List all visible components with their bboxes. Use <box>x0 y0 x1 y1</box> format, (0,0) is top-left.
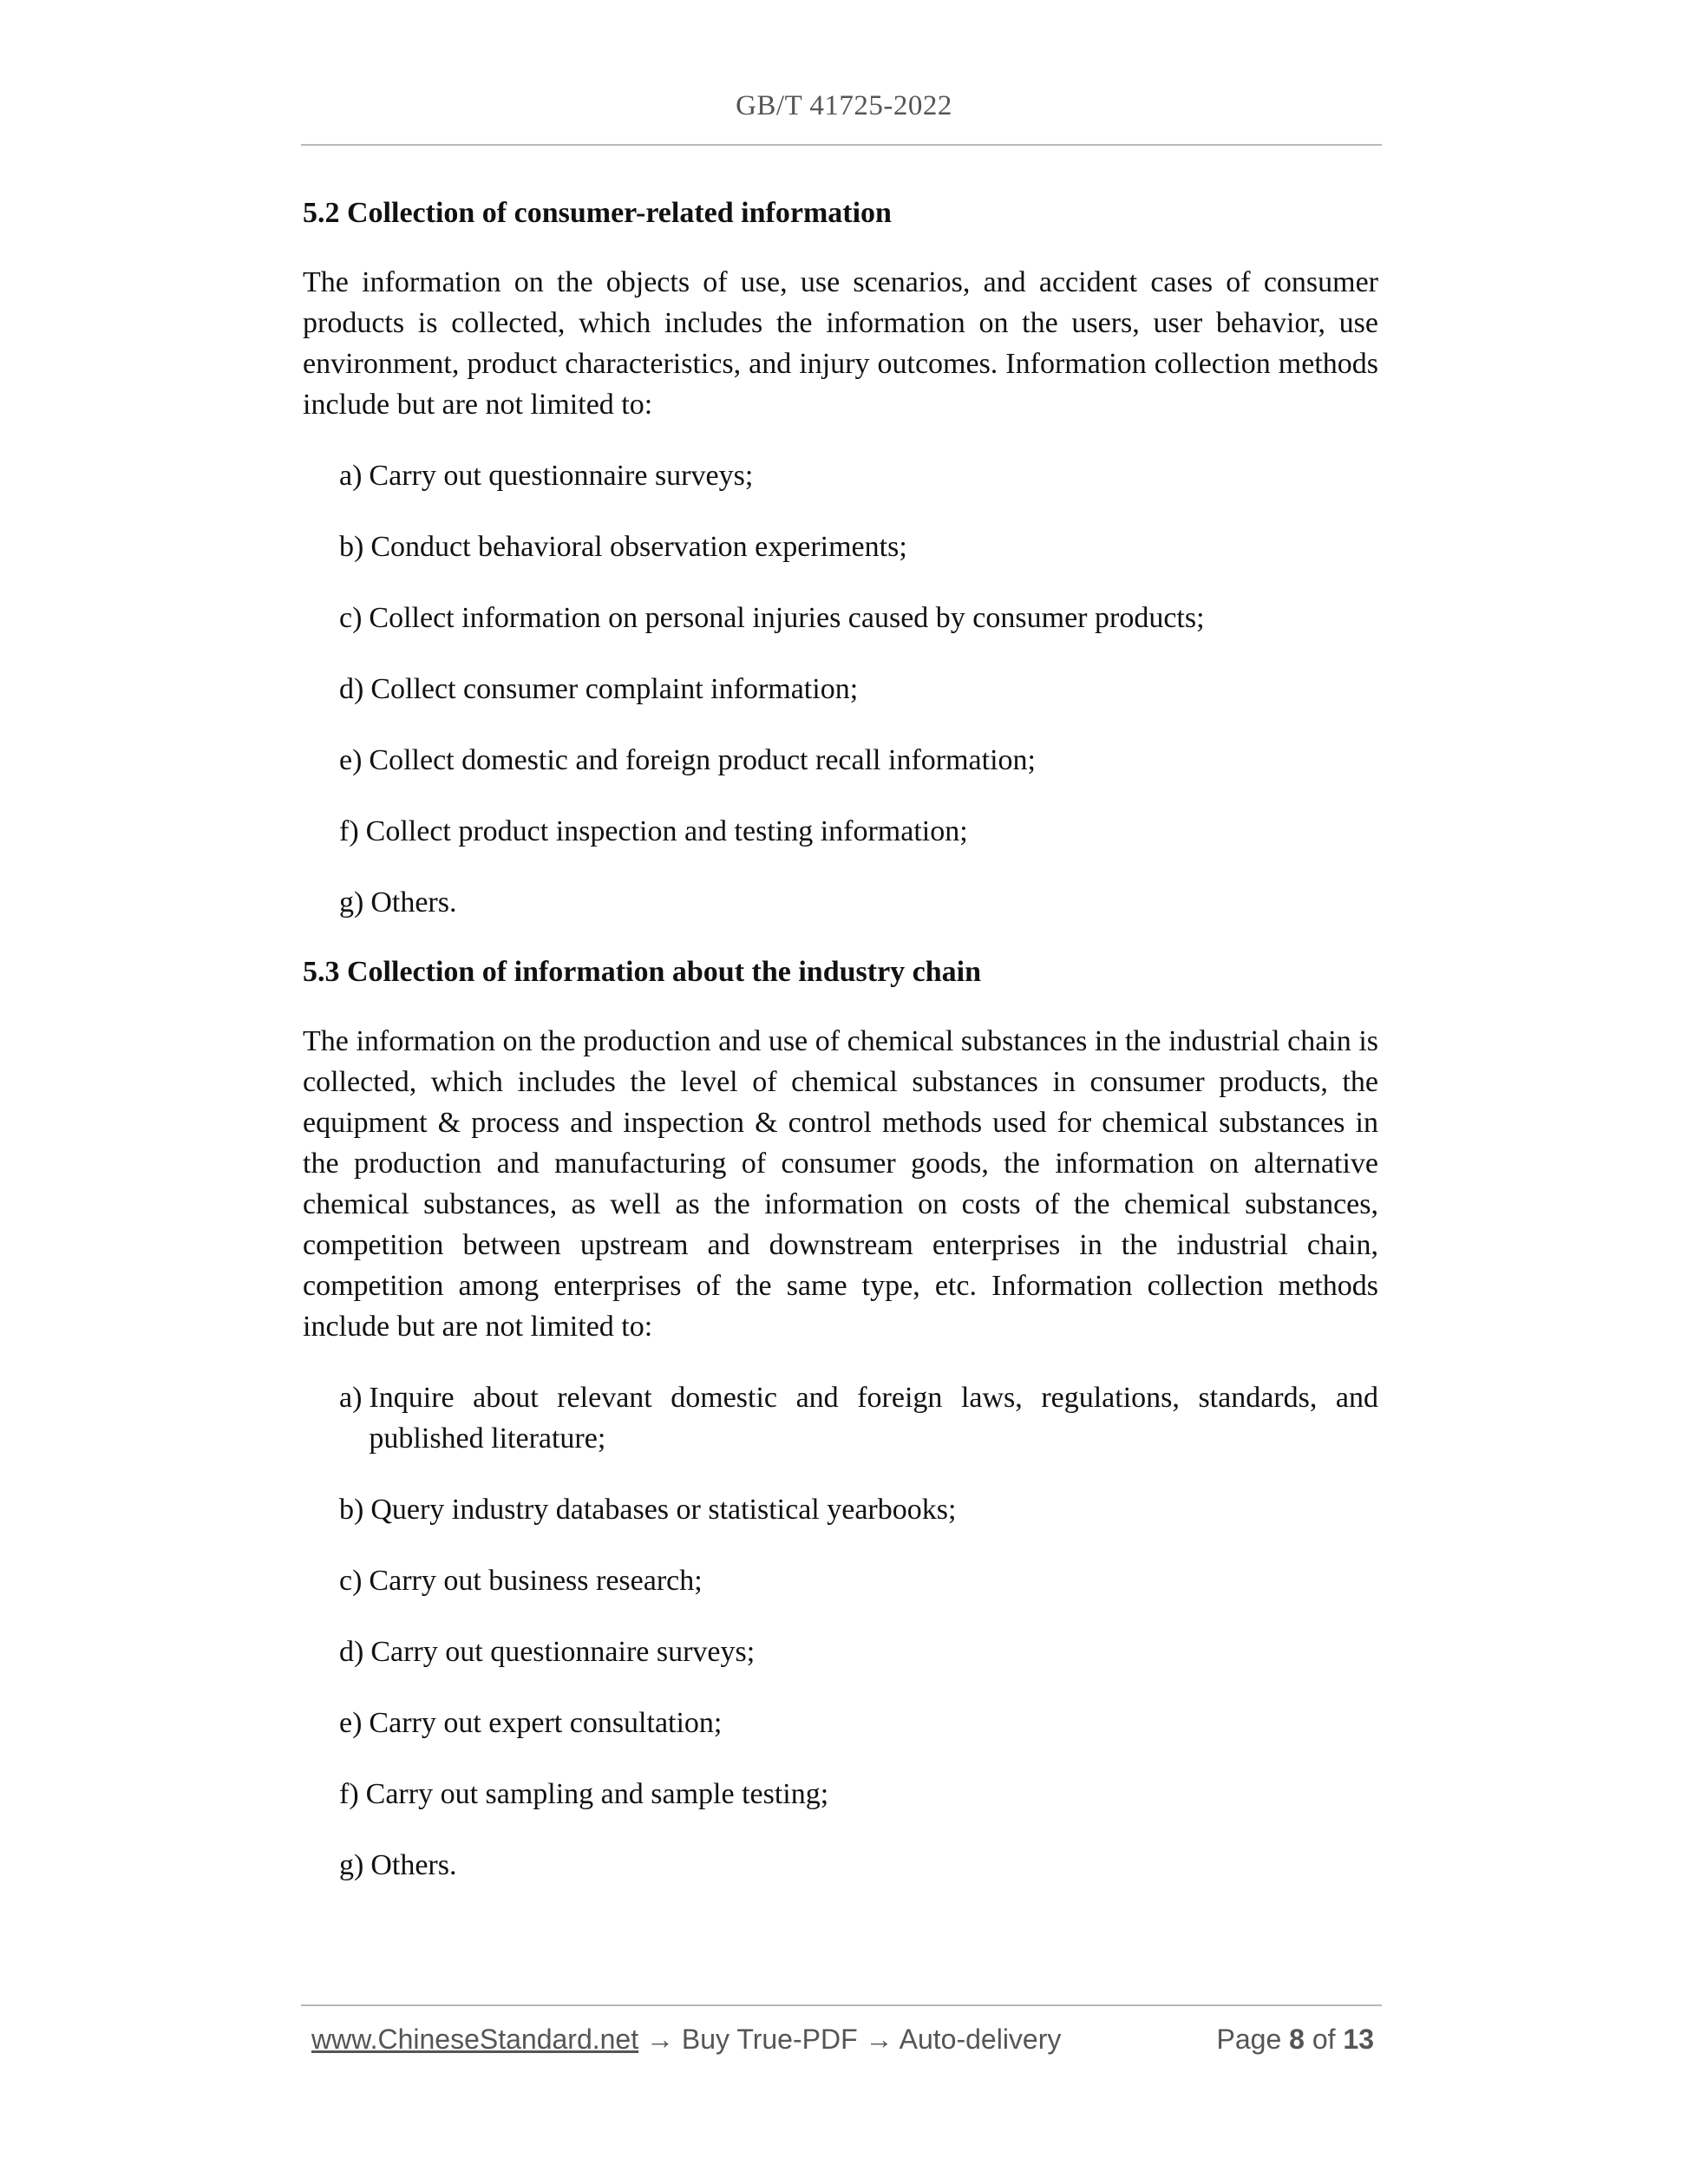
list-marker: f) <box>339 1778 359 1810</box>
list-item <box>339 1703 1378 1743</box>
buy-true-pdf-text: Buy True-PDF <box>681 2024 858 2055</box>
total-pages: 13 <box>1343 2024 1374 2055</box>
page-content <box>303 193 1378 1916</box>
page-number: 8 <box>1289 2024 1305 2055</box>
list-item <box>339 740 1378 781</box>
list-item <box>339 669 1378 709</box>
footer-divider <box>301 2004 1382 2006</box>
list-item <box>339 1489 1378 1530</box>
list-item <box>339 598 1378 638</box>
document-code-header: GB/T 41725-2022 <box>736 90 952 121</box>
arrow-right-icon: → <box>865 2024 893 2055</box>
list-marker: d) <box>339 673 364 705</box>
list-marker: d) <box>339 1636 364 1668</box>
chinesestandard-link[interactable]: www.ChineseStandard.net <box>311 2024 639 2055</box>
section-5-3-paragraph: The information on the production and use of chemical substances in the industrial chain is collected, which includes the level of chemical substances in consumer products, the equipment & process and inspection & control methods used for chemical substances in the production and manufacturing of consumer goods, the information on alternative chemical substances, as well as the information on costs of the chemical substances, competition between upstream and downstream enterprises in the industrial chain, competition among enterprises of the same type, etc. Information collection methods include but are not limited to: <box>303 1025 1378 1343</box>
page-indicator <box>1217 2020 1374 2058</box>
list-item <box>339 1560 1378 1601</box>
list-item <box>339 811 1378 852</box>
section-5-2-paragraph: The information on the objects of use, use scenarios, and accident cases of consumer products is collected, which includes the information on the users, user behavior, use environment, product characteristics, and injury outcomes. Information collection methods include but are not limited to: <box>303 266 1378 421</box>
list-marker: a) <box>339 460 363 492</box>
section-5-3-heading: 5.3 Collection of information about the industry chain <box>303 956 982 988</box>
list-marker: c) <box>339 602 363 634</box>
list-item-text: Conduct behavioral observation experiments; <box>370 531 907 563</box>
list-marker: e) <box>339 1707 363 1739</box>
footer-links <box>311 2020 1061 2058</box>
list-item-text: Carry out sampling and sample testing; <box>365 1778 829 1810</box>
list-item <box>339 455 1378 496</box>
auto-delivery-text: Auto-delivery <box>899 2024 1062 2055</box>
list-marker: b) <box>339 1494 364 1526</box>
list-item <box>339 882 1378 923</box>
section-5-2-list <box>303 455 1378 923</box>
list-item-text: Query industry databases or statistical yearbooks; <box>370 1494 957 1526</box>
section-5-3-list <box>303 1377 1378 1886</box>
list-item-text: Others. <box>370 886 457 919</box>
list-item-text: Carry out expert consultation; <box>369 1707 723 1739</box>
list-item-text: Collect consumer complaint information; <box>370 673 859 705</box>
header-divider <box>301 144 1382 146</box>
list-item <box>339 1631 1378 1672</box>
list-item-text: Carry out questionnaire surveys; <box>369 460 754 492</box>
section-5-2-heading: 5.2 Collection of consumer-related information <box>303 197 892 229</box>
list-marker: b) <box>339 531 364 563</box>
list-item <box>339 1377 1378 1459</box>
list-item <box>339 1774 1378 1815</box>
list-item-text: Collect information on personal injuries caused by consumer products; <box>369 602 1205 634</box>
list-item-text: Others. <box>370 1849 457 1881</box>
list-marker: f) <box>339 815 359 847</box>
of-label: of <box>1312 2024 1336 2055</box>
page-label: Page <box>1216 2024 1282 2055</box>
list-marker: a) <box>339 1382 363 1414</box>
list-item-text: Inquire about relevant domestic and foreign laws, regulations, standards, and published literature; <box>369 1382 1378 1455</box>
list-item-text: Carry out questionnaire surveys; <box>370 1636 756 1668</box>
list-item-text: Collect product inspection and testing information; <box>365 815 968 847</box>
list-item-text: Collect domestic and foreign product recall information; <box>369 744 1036 776</box>
arrow-right-icon: → <box>646 2024 674 2055</box>
list-item <box>339 1845 1378 1886</box>
list-marker: g) <box>339 1849 364 1881</box>
list-marker: c) <box>339 1565 363 1597</box>
list-marker: e) <box>339 744 363 776</box>
list-item <box>339 526 1378 567</box>
list-marker: g) <box>339 886 364 919</box>
list-item-text: Carry out business research; <box>369 1565 703 1597</box>
